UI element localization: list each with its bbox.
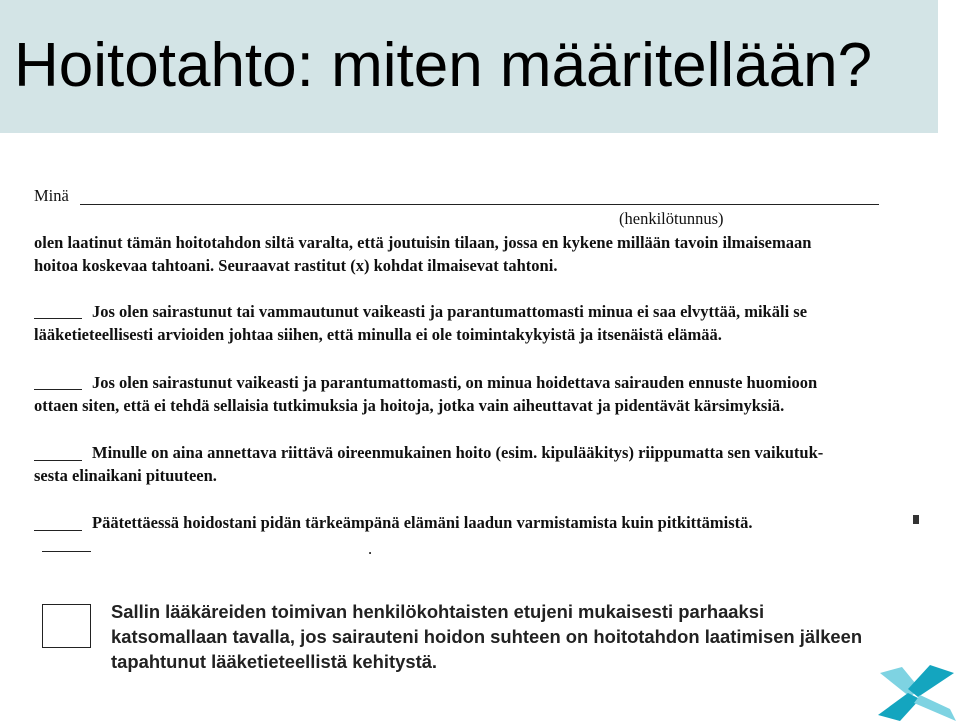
intro-line-2: hoitoa koskevaa tahtoani. Seuraavat rastitut (x) kohdat ilmaisevat tahtoni. xyxy=(34,256,558,275)
intro-line-1: olen laatinut tämän hoitotahdon siltä varalta, että joutuisin tilaan, jossa en kykene millään tavoin ilmaisemaan xyxy=(34,233,812,252)
option-1-checkline xyxy=(34,318,82,319)
stray-dot: . xyxy=(368,539,373,558)
slide-title: Hoitotahto: miten määritellään? xyxy=(14,31,873,100)
name-line xyxy=(80,204,879,205)
permission-line-2: katsomallaan tavalla, jos sairauteni hoidon suhteen on hoitotahdon laatimisen jälkeen xyxy=(111,626,863,647)
option-4-line-1: Päätettäessä hoidostani pidän tärkeämpänä elämäni laadun varmistamista kuin pitkittämistä. xyxy=(92,513,753,532)
id-label: (henkilötunnus) xyxy=(619,209,724,228)
permission-checkbox[interactable] xyxy=(42,604,91,648)
option-3-line-1: Minulle on aina annettava riittävä oireenmukainen hoito (esim. kipulääkitys) riippumatta sen vaikutuk- xyxy=(92,443,824,462)
option-4-checkline xyxy=(34,530,82,531)
me-label: Minä xyxy=(34,186,69,205)
option-2-checkline xyxy=(34,389,82,390)
option-2-line-1: Jos olen sairastunut vaikeasti ja parantumattomasti, on minua hoidettava sairauden ennuste huomioon xyxy=(92,373,818,392)
option-1-line-2: lääketieteellisesti arvioiden johtaa siihen, että minulla ei ole toimintakykyistä ja itsenäistä elämää. xyxy=(34,325,722,344)
option-3-checkline xyxy=(34,460,82,461)
teal-x-logo-icon xyxy=(872,663,958,725)
permission-line-1: Sallin lääkäreiden toimivan henkilökohtaisten etujeni mukaisesti parhaaksi xyxy=(111,601,765,622)
scan-artifact xyxy=(913,515,919,524)
option-2-line-2: ottaen siten, että ei tehdä sellaisia tutkimuksia ja hoitoja, jotka vain aiheuttavat ja pidentävät kärsimyksiä. xyxy=(34,396,785,415)
option-1-line-1: Jos olen sairastunut tai vammautunut vaikeasti ja parantumattomasti minua ei saa elvyttää, mikäli se xyxy=(92,302,808,321)
permission-line-3: tapahtunut lääketieteellistä kehitystä. xyxy=(111,651,438,672)
leftover-checkline xyxy=(42,551,91,552)
option-3-line-2: sesta elinaikani pituuteen. xyxy=(34,466,217,485)
